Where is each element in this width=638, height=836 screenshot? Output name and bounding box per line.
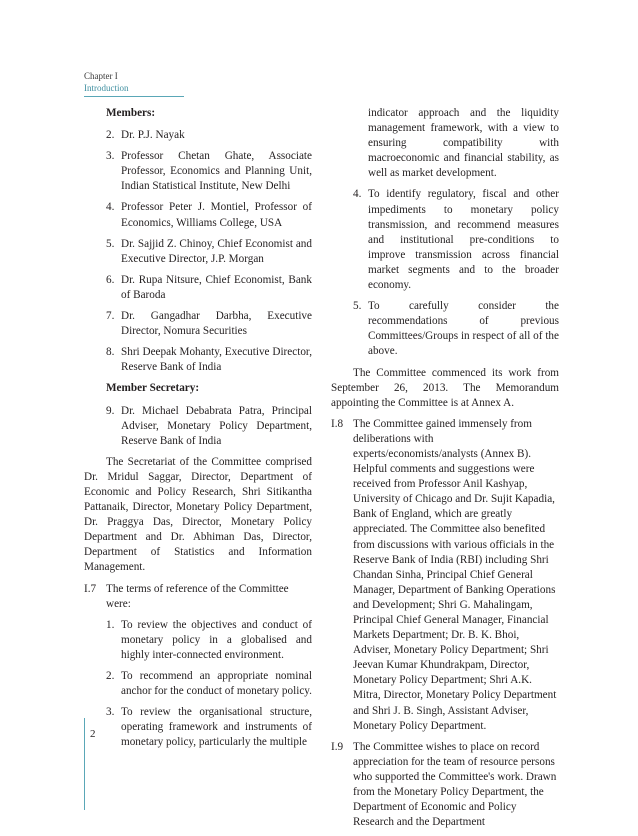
section-number: I.8	[331, 417, 344, 430]
item-text: Shri Deepak Mohanty, Executive Director, Reserve Bank of India	[121, 346, 312, 374]
member-item	[84, 345, 312, 375]
item-number: 3.	[106, 150, 115, 163]
member-item	[84, 149, 312, 194]
item-text: Dr. P.J. Nayak	[121, 129, 185, 142]
secretary-item	[84, 404, 312, 449]
right-column	[331, 106, 559, 836]
section-1-9	[331, 740, 559, 831]
item-number: 2.	[106, 670, 115, 682]
section-text: The terms of reference of the Committee were:	[106, 582, 289, 610]
chapter-label: Chapter I	[84, 71, 118, 81]
member-item	[84, 200, 312, 230]
item-number: 4.	[106, 201, 115, 214]
section-label: Introduction	[84, 83, 129, 93]
left-column	[84, 106, 312, 756]
item-number: 5.	[353, 300, 362, 313]
terms-item	[84, 669, 312, 699]
item-number: 7.	[106, 310, 115, 323]
member-item	[84, 237, 312, 267]
item-number: 3.	[106, 706, 115, 719]
item-text: To review the objectives and conduct of monetary policy in a globalised and highly inter-connected environment.	[121, 618, 312, 661]
item-number: 9.	[106, 404, 115, 417]
section-number: I.9	[331, 740, 344, 753]
item-number: 6.	[106, 273, 115, 286]
commenced-paragraph: The Committee commenced its work from September 26, 2013. The Memorandum appointing the Committee is at Annex A.	[331, 366, 559, 409]
item-text: Dr. Sajjid Z. Chinoy, Chief Economist and Executive Director, J.P. Morgan	[121, 237, 312, 265]
item-text: To review the organisational structure, operating framework and instruments of monetary policy, particularly the multiple	[121, 706, 312, 749]
item-text: Professor Chetan Ghate, Associate Professor, Economics and Planning Unit, Indian Statistical Institute, New Delhi	[121, 150, 312, 193]
item-number: 1.	[106, 618, 115, 631]
item-number: 4.	[353, 188, 362, 201]
item-number: 5.	[106, 237, 115, 250]
terms-item	[84, 705, 312, 750]
running-header	[84, 70, 184, 94]
secretariat-paragraph: The Secretariat of the Committee comprised Dr. Mridul Saggar, Director, Department of Economic and Policy Research, Shri Sitikantha Pattanaik, Director, Monetary Policy Department, Dr. Praggya Das, Director, Monetary Policy Department and Dr. Abhiman Das, Director, Department of Statistics and Information Management.	[84, 455, 312, 574]
item-text: Dr. Gangadhar Darbha, Executive Director, Nomura Securities	[121, 310, 312, 338]
members-heading: Members:	[106, 107, 156, 119]
terms-item-continued	[331, 106, 559, 181]
item-text: indicator approach and the liquidity management framework, with a view to ensuring compatibility with macroeconomic and financial stability, as well as market development.	[368, 107, 559, 180]
item-text: To recommend an appropriate nominal anchor for the conduct of monetary policy.	[121, 670, 312, 698]
section-text: The Committee wishes to place on record appreciation for the team of resource persons who supported the Committee's work. Drawn from the Monetary Policy Department, the Department of Economic and Policy Research and the Department	[353, 740, 557, 829]
footer-rule	[84, 718, 85, 810]
item-text: To carefully consider the recommendations of previous Committees/Groups in respect of all of the above.	[368, 300, 559, 358]
page-number: 2	[90, 728, 96, 740]
section-number: I.7	[84, 582, 97, 595]
member-item	[84, 128, 312, 143]
header-rule	[84, 96, 184, 97]
section-1-7	[84, 582, 312, 612]
item-text: Dr. Rupa Nitsure, Chief Economist, Bank of Baroda	[121, 273, 312, 301]
terms-item	[331, 299, 559, 359]
item-number: 8.	[106, 346, 115, 359]
terms-item	[331, 187, 559, 293]
item-number: 2.	[106, 129, 115, 142]
member-secretary-heading: Member Secretary:	[106, 382, 200, 395]
member-item	[84, 309, 312, 339]
item-text: To identify regulatory, fiscal and other impediments to monetary policy transmission, and recommend measures and institutional pre-conditions to improve transmission across financial market segments and to the broader economy.	[368, 188, 559, 292]
section-text: The Committee gained immensely from deliberations with experts/economists/analysts (Annex B). Helpful comments and suggestions were received from Professor Anil Kashyap, University of Chicago and Dr. Sujit Kapadia, Bank of England, which are greatly appreciated. The Committee also benefited from discussions with various officials in the Reserve Bank of India (RBI) including Shri Chandan Sinha, Principal Chief General Manager, Department of Banking Operations and Development; Shri G. Mahalingam, Principal Chief General Manager, Financial Markets Department; Dr. B. K. Bhoi, Adviser, Monetary Policy Department; Shri Jeevan Kumar Khundrakpam, Director, Monetary Policy Department; Shri A.K. Mitra, Director, Monetary Policy Department and Shri J. B. Singh, Assistant Adviser, Monetary Policy Department.	[353, 417, 557, 732]
item-text: Professor Peter J. Montiel, Professor of Economics, Williams College, USA	[121, 201, 312, 229]
terms-item	[84, 618, 312, 663]
member-item	[84, 273, 312, 303]
item-text: Dr. Michael Debabrata Patra, Principal Adviser, Monetary Policy Department, Reserve Bank of India	[121, 404, 312, 447]
section-1-8	[331, 417, 559, 734]
